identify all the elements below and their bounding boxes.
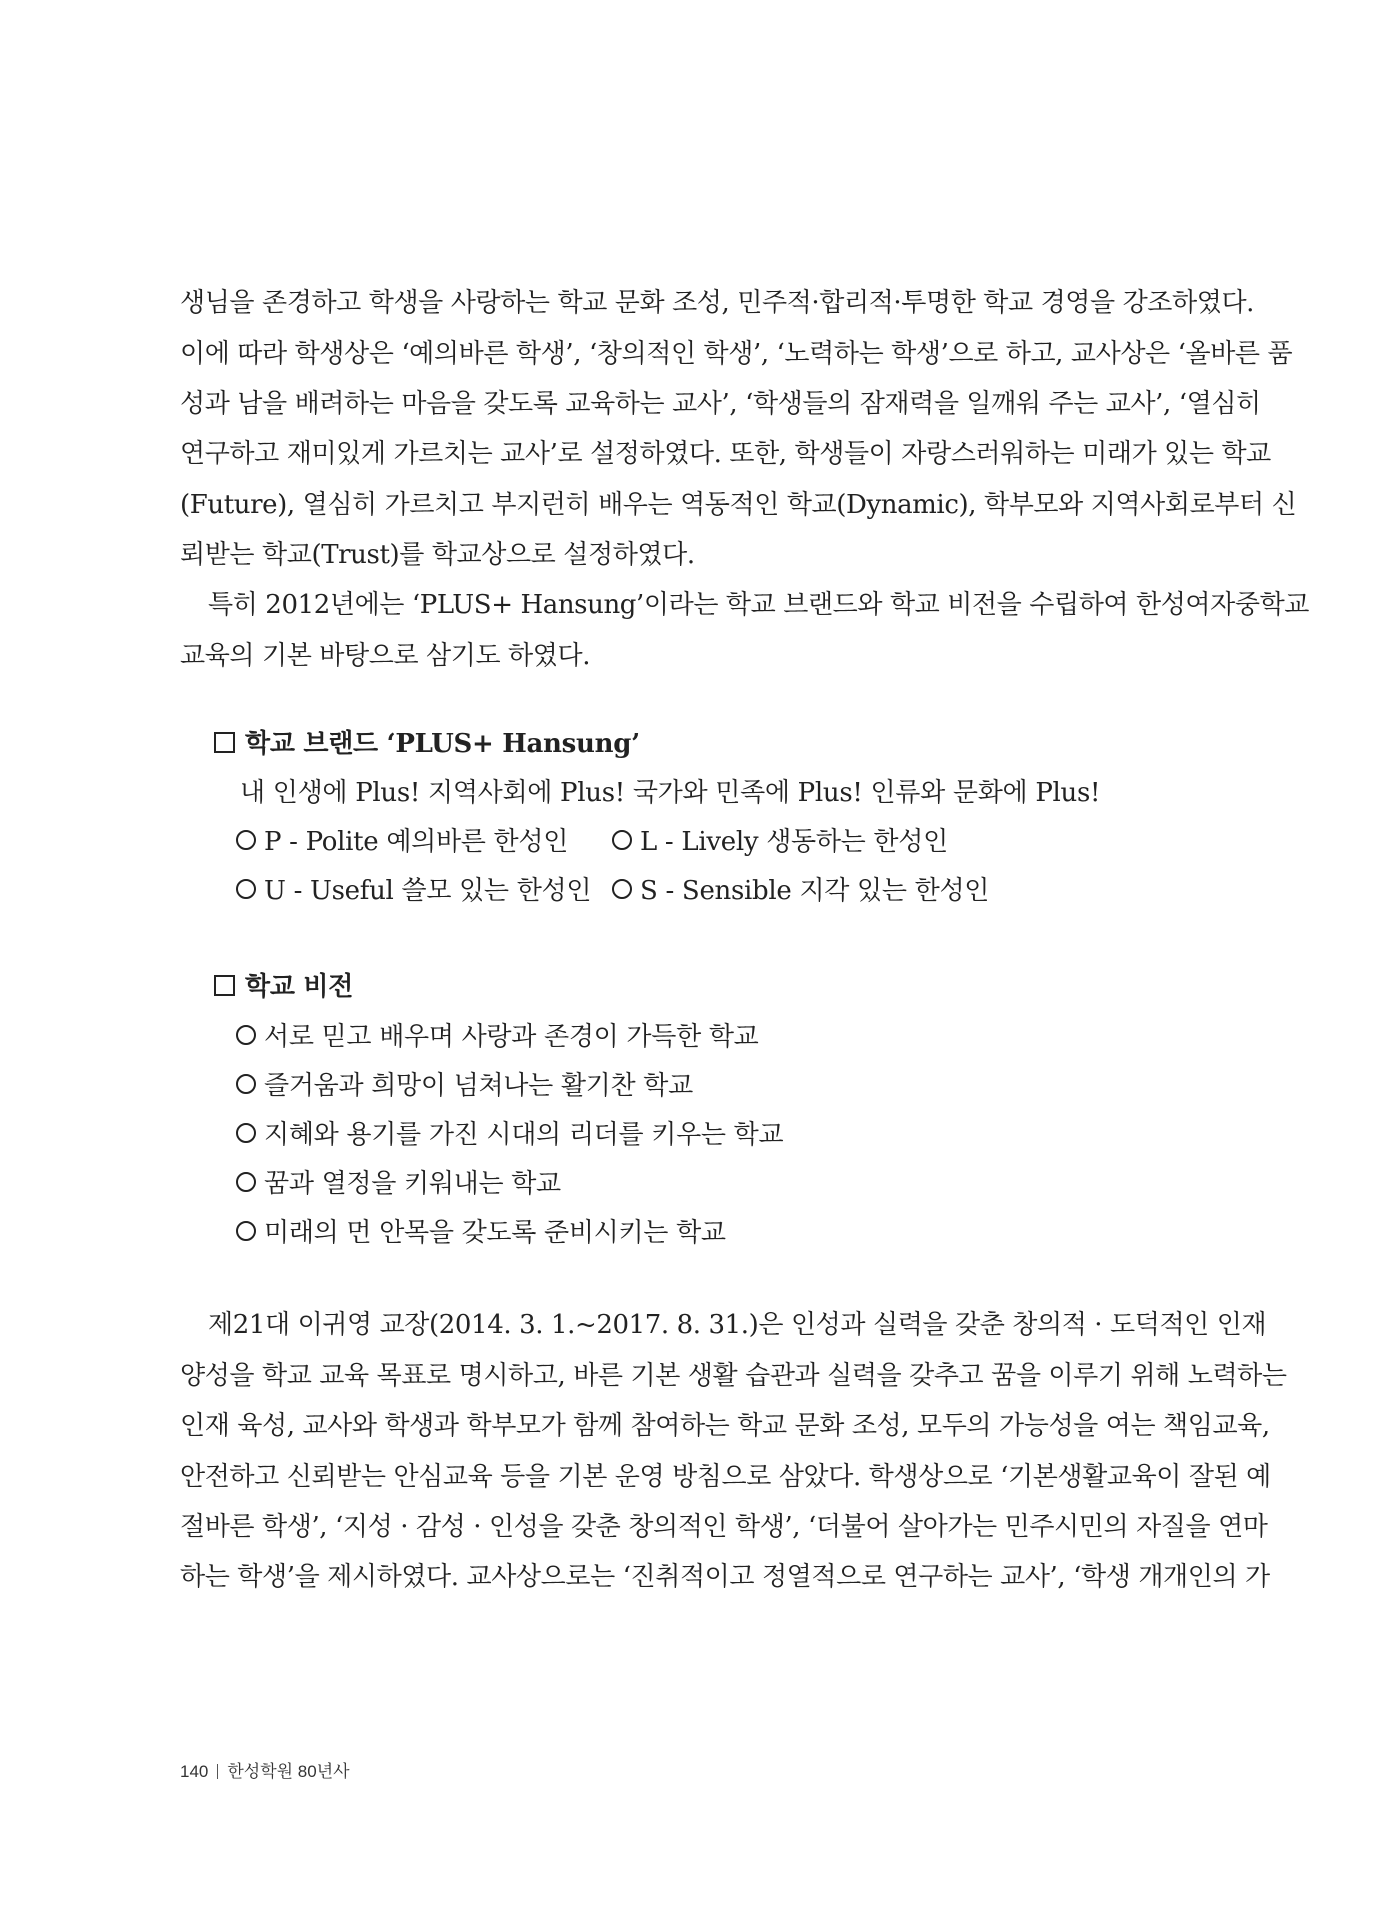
circle-bullet-icon [236, 1172, 256, 1192]
page-footer [180, 1760, 350, 1784]
paragraph2-line: 특히 2012년에는 ‘PLUS+ Hansung’이라는 학교 브랜드와 학교 비전을 수립하여 한성여자중학교 [208, 590, 1310, 620]
circle-bullet-icon [236, 879, 256, 899]
vision-item: 서로 믿고 배우며 사랑과 존경이 가득한 학교 [236, 1017, 758, 1057]
vision-heading-text: 학교 비전 [245, 972, 354, 1002]
page-number: 140 [180, 1762, 209, 1781]
brand-heading [214, 724, 640, 764]
paragraph1-line: 연구하고 재미있게 가르치는 교사’로 설정하였다. 또한, 학생들이 자랑스러워하는 미래가 있는 학교 [180, 439, 1271, 469]
paragraph3-line: 하는 학생’을 제시하였다. 교사상으로는 ‘진취적이고 정열적으로 연구하는 교사’, ‘학생 개개인의 가 [180, 1562, 1270, 1592]
paragraph3-line: 양성을 학교 교육 목표로 명시하고, 바른 기본 생활 습관과 실력을 갖추고 꿈을 이루기 위해 노력하는 [180, 1361, 1287, 1391]
brand-tagline: 내 인생에 Plus! 지역사회에 Plus! 국가와 민족에 Plus! 인류와 문화에 Plus! [240, 778, 1101, 808]
brand-item: U - Useful 쓸모 있는 한성인 [236, 871, 591, 911]
paragraph1-line: 이에 따라 학생상은 ‘예의바른 학생’, ‘창의적인 학생’, ‘노력하는 학생’으로 하고, 교사상은 ‘올바른 품 [180, 339, 1293, 369]
circle-bullet-icon [236, 1123, 256, 1143]
circle-bullet-icon [612, 830, 632, 850]
book-title: 한성학원 80년사 [227, 1762, 350, 1781]
paragraph1-line: 생님을 존경하고 학생을 사랑하는 학교 문화 조성, 민주적·합리적·투명한 학교 경영을 강조하였다. [180, 288, 1255, 318]
circle-bullet-icon [236, 1025, 256, 1045]
paragraph3-line: 제21대 이귀영 교장(2014. 3. 1.~2017. 8. 31.)은 인성과 실력을 갖춘 창의적 · 도덕적인 인재 [208, 1310, 1267, 1340]
circle-bullet-icon [236, 1074, 256, 1094]
paragraph3-line: 절바른 학생’, ‘지성 · 감성 · 인성을 갖춘 창의적인 학생’, ‘더불어 살아가는 민주시민의 자질을 연마 [180, 1512, 1268, 1542]
brand-item: L - Lively 생동하는 한성인 [612, 822, 948, 862]
paragraph3-line: 안전하고 신뢰받는 안심교육 등을 기본 운영 방침으로 삼았다. 학생상으로 ‘기본생활교육이 잘된 예 [180, 1462, 1271, 1492]
paragraph1-line: 뢰받는 학교(Trust)를 학교상으로 설정하였다. [180, 540, 695, 570]
circle-bullet-icon [236, 1221, 256, 1241]
paragraph2-line: 교육의 기본 바탕으로 삼기도 하였다. [180, 641, 591, 671]
brand-heading-text: 학교 브랜드 ‘PLUS+ Hansung’ [245, 729, 640, 759]
vision-item: 즐거움과 희망이 넘쳐나는 활기찬 학교 [236, 1066, 693, 1106]
vision-item: 미래의 먼 안목을 갖도록 준비시키는 학교 [236, 1213, 726, 1253]
checkbox-square-icon [214, 975, 235, 996]
circle-bullet-icon [236, 830, 256, 850]
brand-item: S - Sensible 지각 있는 한성인 [612, 871, 989, 911]
paragraph3-line: 인재 육성, 교사와 학생과 학부모가 함께 참여하는 학교 문화 조성, 모두의 가능성을 여는 책임교육, [180, 1411, 1270, 1441]
checkbox-square-icon [214, 732, 235, 753]
footer-divider [217, 1764, 218, 1779]
vision-item: 꿈과 열정을 키워내는 학교 [236, 1164, 561, 1204]
vision-item: 지혜와 용기를 가진 시대의 리더를 키우는 학교 [236, 1115, 783, 1155]
circle-bullet-icon [612, 879, 632, 899]
brand-item: P - Polite 예의바른 한성인 [236, 822, 568, 862]
vision-heading [214, 967, 353, 1007]
paragraph1-line: 성과 남을 배려하는 마음을 갖도록 교육하는 교사’, ‘학생들의 잠재력을 일깨워 주는 교사’, ‘열심히 [180, 389, 1261, 419]
paragraph1-line: (Future), 열심히 가르치고 부지런히 배우는 역동적인 학교(Dynamic), 학부모와 지역사회로부터 신 [180, 490, 1297, 520]
